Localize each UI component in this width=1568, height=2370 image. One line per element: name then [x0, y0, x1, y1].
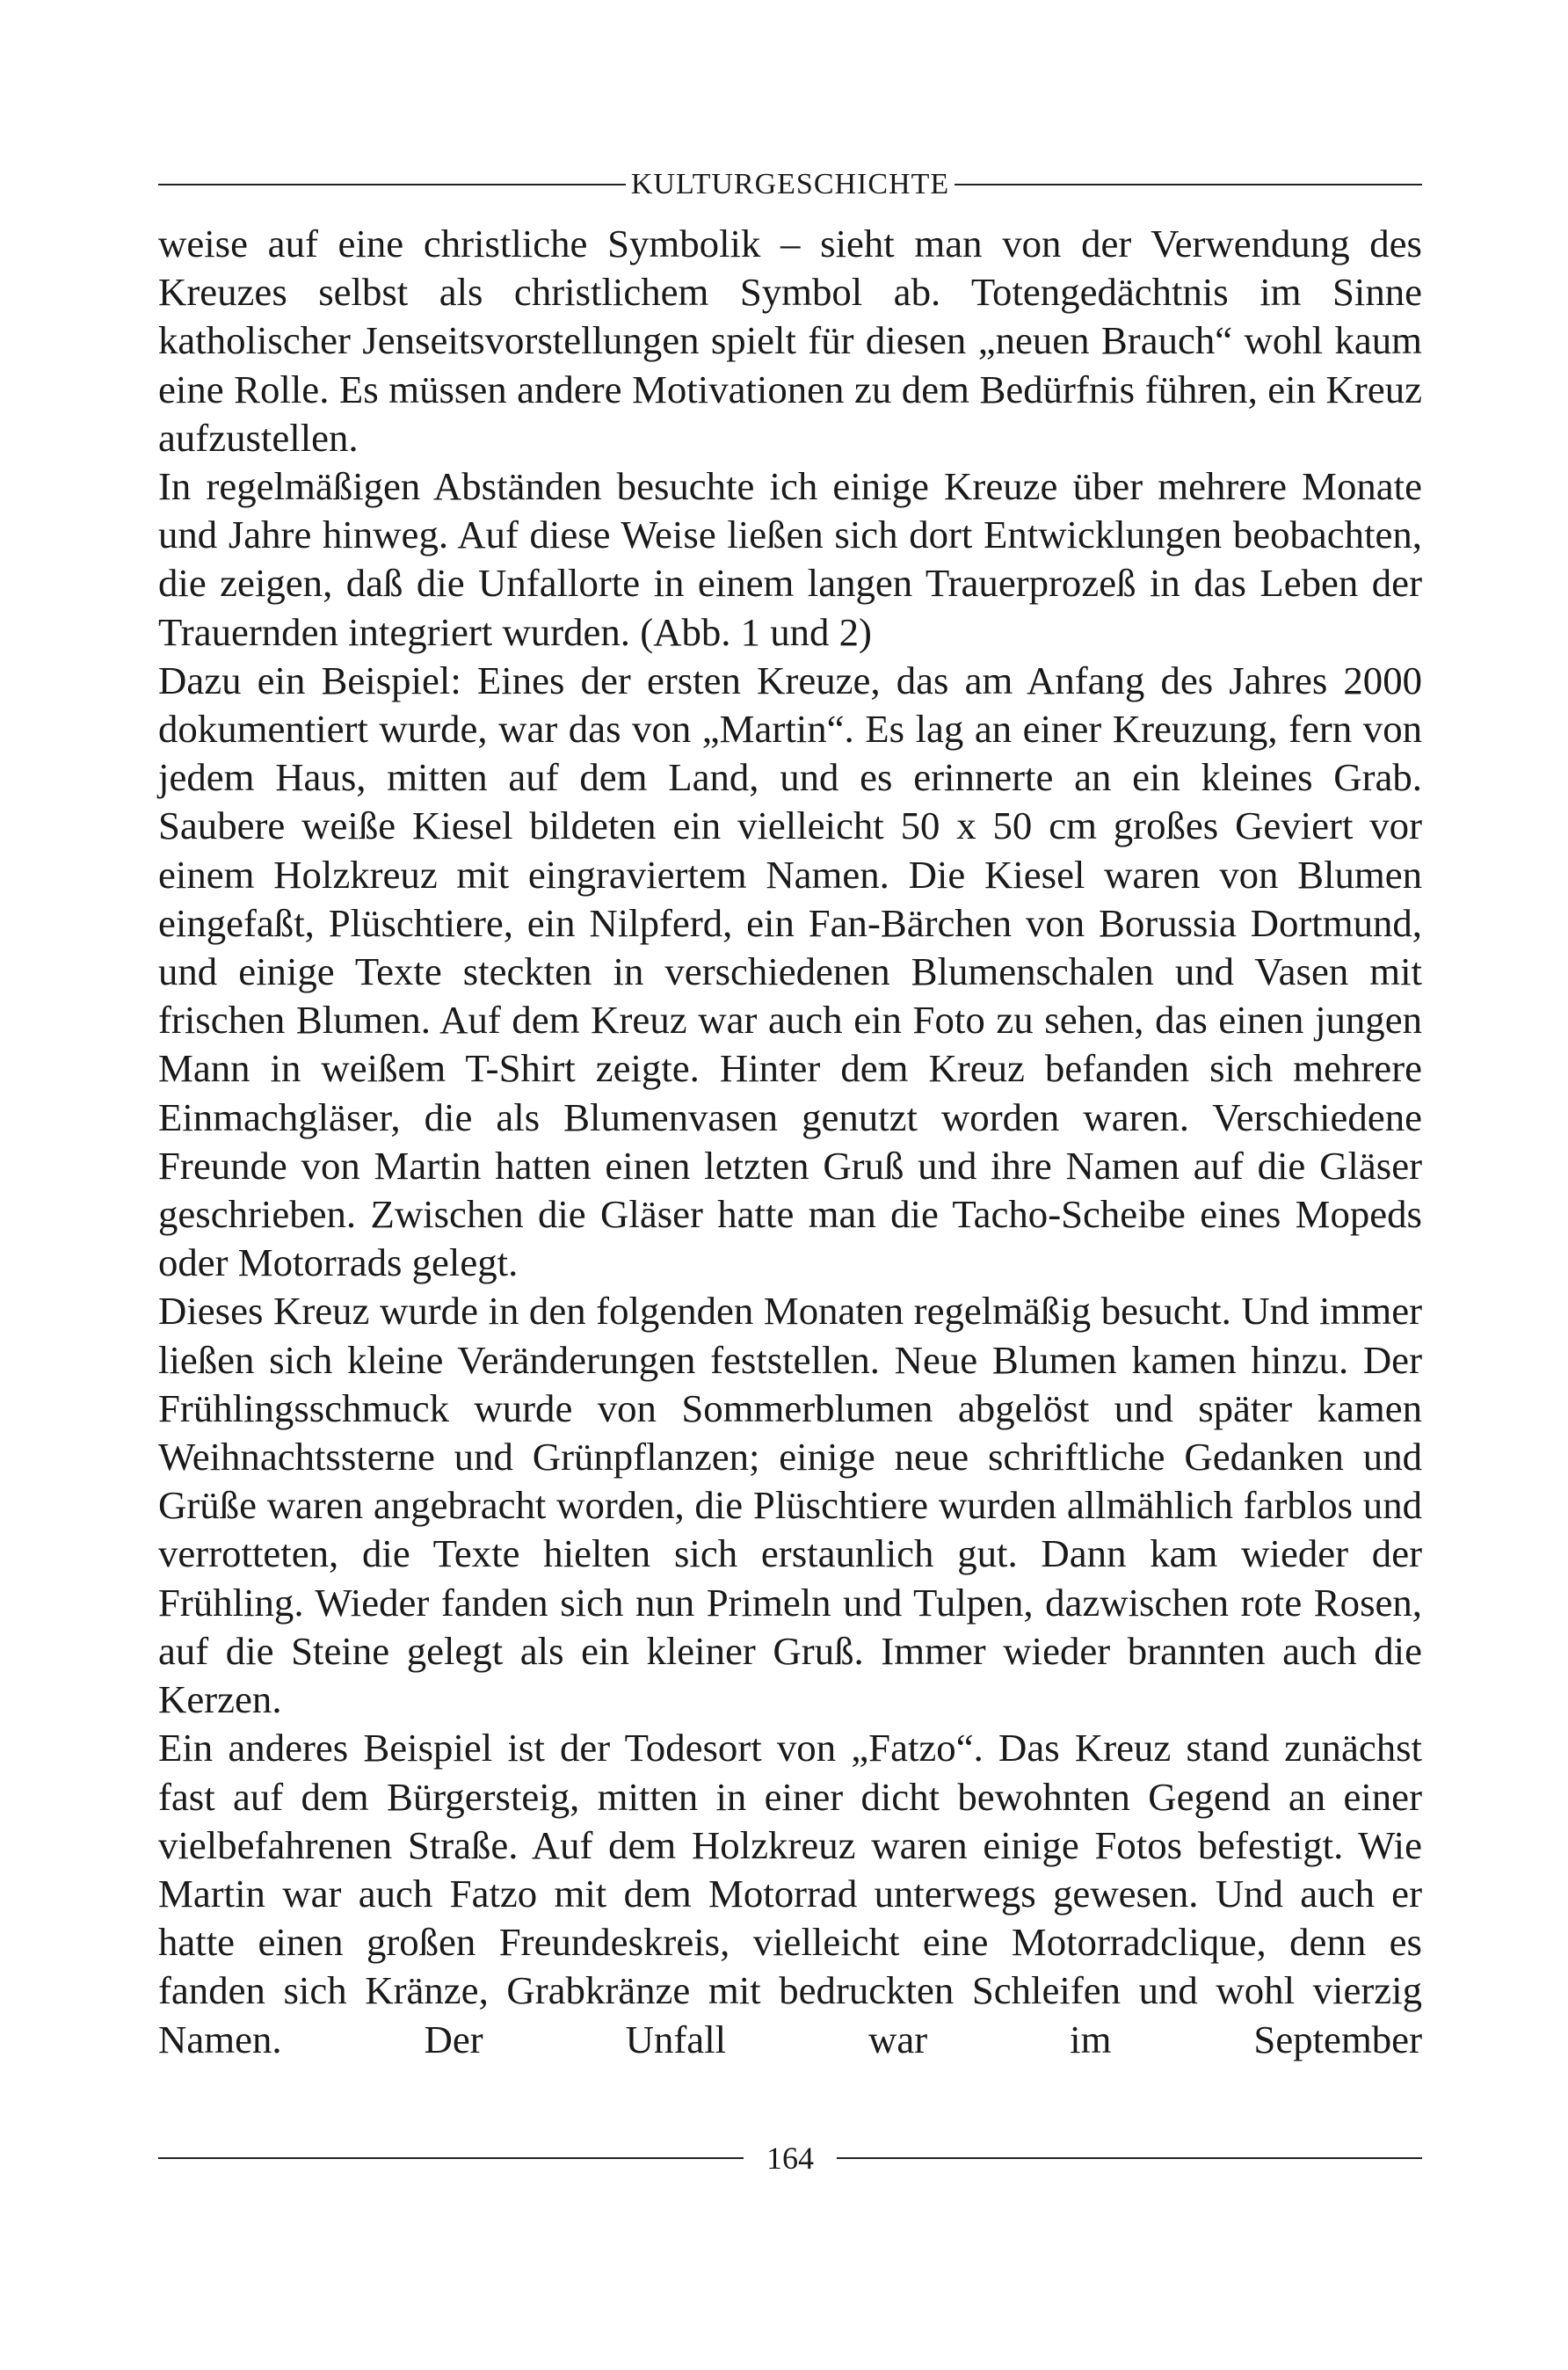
paragraph: Dazu ein Beispiel: Eines der ersten Kreuze, das am Anfang des Jahres 2000 dokumentiert wurde, war das von „Martin“. Es lag an einer Kreuzung, fern von jedem Haus, mitten auf dem Land, und es erinnerte an ein kleines Grab. Saubere weiße Kiesel bildeten ein vielleicht 50 x 50 cm großes Geviert vor einem Holzkreuz mit eingraviertem Namen. Die Kiesel waren von Blumen eingefaßt, Plüschtiere, ein Nilpferd, ein Fan-Bärchen von Borussia Dortmund, und einige Texte steckten in verschiedenen Blumenschalen und Vasen mit frischen Blumen. Auf dem Kreuz war auch ein Foto zu sehen, das einen jungen Mann in weißem T-Shirt zeigte. Hinter dem Kreuz befanden sich mehrere Einmachgläser, die als Blumenvasen genutzt worden waren. Verschiedene Freunde von Martin hatten einen letzten Gruß und ihre Namen auf die Gläser geschrieben. Zwischen die Gläser hatte man die Tacho-Scheibe eines Mopeds oder Motorrads gelegt.: [158, 658, 1422, 1285]
paragraph: weise auf eine christliche Symbolik – sieht man von der Verwendung des Kreuzes selbst als christlichem Symbol ab. Totengedächtnis im Sinne katholischer Jenseitsvorstellungen spielt für diesen „neuen Brauch“ wohl kaum eine Rolle. Es müssen andere Motivationen zu dem Bedürfnis führen, ein Kreuz aufzustellen.: [158, 222, 1422, 460]
header-rule-right: [955, 184, 1422, 185]
paragraph: In regelmäßigen Abständen besuchte ich einige Kreuze über mehrere Monate und Jahre hinweg. Auf diese Weise ließen sich dort Entwicklungen beobachten, die zeigen, daß die Unfallorte in einem langen Trauerprozeß in das Leben der Trauernden integriert wurden. (Abb. 1 und 2): [158, 464, 1422, 654]
header-rule-left: [158, 184, 626, 185]
paragraph: Ein anderes Beispiel ist der Todesort von „Fatzo“. Das Kreuz stand zunächst fast auf dem Bürgersteig, mitten in einer dicht bewohnten Gegend an einer vielbefahrenen Straße. Auf dem Holzkreuz waren einige Fotos befestigt. Wie Martin war auch Fatzo mit dem Motorrad unterwegs gewesen. Und auch er hatte einen großen Freundeskreis, vielleicht eine Motorradclique, denn es fanden sich Kränze, Grabkränze mit bedruckten Schleifen und wohl vierzig Namen. Der Unfall war im September: [158, 1726, 1422, 2061]
page-number: 164: [766, 2141, 814, 2176]
footer-rule-left: [158, 2157, 744, 2159]
book-page: [158, 158, 1422, 2268]
running-footer: [158, 2132, 1422, 2185]
body-text: [158, 220, 1422, 2064]
section-title: KULTURGESCHICHTE: [630, 168, 950, 200]
paragraph: Dieses Kreuz wurde in den folgenden Monaten regelmäßig besucht. Und immer ließen sich kleine Veränderungen feststellen. Neue Blumen kamen hinzu. Der Frühlingsschmuck wurde von Sommerblumen abgelöst und später kamen Weihnachtssterne und Grünpflanzen; einige neue schriftliche Gedanken und Grüße waren angebracht worden, die Plüschtiere wurden allmählich farblos und verrotteten, die Texte hielten sich erstaunlich gut. Dann kam wieder der Frühling. Wieder fanden sich nun Primeln und Tulpen, dazwischen rote Rosen, auf die Steine gelegt als ein kleiner Gruß. Immer wieder brannten auch die Kerzen.: [158, 1289, 1422, 1722]
footer-rule-right: [837, 2157, 1422, 2159]
running-header: [158, 158, 1422, 211]
